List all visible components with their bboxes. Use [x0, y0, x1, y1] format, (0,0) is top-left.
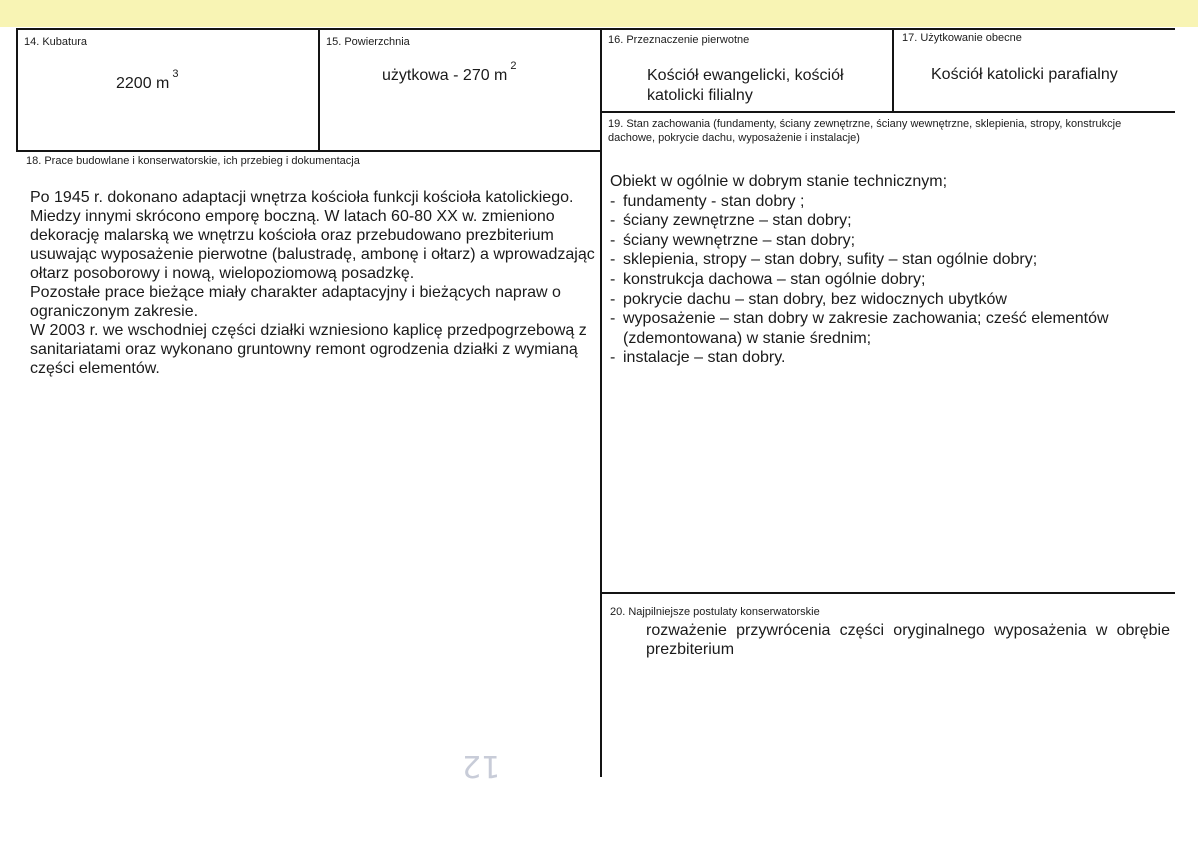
stan-zachowania-body — [610, 172, 1170, 368]
powierzchnia-value — [382, 60, 517, 85]
powierzchnia-label: 15. Powierzchnia — [326, 36, 410, 48]
powierzchnia-number: użytkowa - 270 m — [382, 67, 508, 84]
list-item — [610, 192, 1170, 212]
list-dash: - — [610, 231, 616, 249]
top-yellow-strip — [0, 0, 1198, 27]
postulaty-label: 20. Najpilniejsze postulaty konserwatorskie — [610, 606, 820, 618]
list-item — [610, 270, 1170, 290]
list-item-text: wyposażenie – stan dobry w zakresie zachowania; cześć elementów (zdemontowana) w stanie średnim; — [623, 310, 1109, 347]
list-dash: - — [610, 212, 616, 230]
list-dash: - — [610, 290, 616, 308]
grid-line-under-14-15 — [17, 150, 602, 152]
kubatura-label: 14. Kubatura — [24, 36, 87, 48]
list-item-text: sklepienia, stropy – stan dobry, sufity – stan ogólnie dobry; — [623, 251, 1038, 269]
grid-line-left — [16, 28, 18, 152]
postulaty-body: rozważenie przywrócenia części oryginalnego wyposażenia w obrębie prezbiterium — [646, 622, 1170, 658]
prace-paragraph-2: Pozostałe prace bieżące miały charakter adaptacyjny i bieżących napraw o ograniczonym zakresie. — [30, 284, 561, 320]
stan-intro: Obiekt w ogólnie w dobrym stanie technicznym; — [610, 173, 948, 190]
list-item-text: konstrukcja dachowa – stan ogólnie dobry; — [623, 270, 926, 288]
list-dash: - — [610, 270, 616, 288]
list-item-text: pokrycie dachu – stan dobry, bez widocznych ubytków — [623, 290, 1007, 308]
przeznaczenie-line-2: katolicki filialny — [647, 87, 753, 104]
prace-paragraph-3: W 2003 r. we wschodniej części działki wzniesiono kaplicę przedpogrzebową z sanitariatami oraz wykonano gruntowny remont ogrodzenia działki z wymianą części elementów. — [30, 322, 587, 377]
stan-zachowania-label: 19. Stan zachowania (fundamenty, ściany zewnętrzne, ściany wewnętrzne, sklepienia, stropy, konstrukcje dachowe, pokrycie dachu, wyposażenie i instalacje) — [608, 118, 1122, 144]
list-item-text: ściany wewnętrzne – stan dobry; — [623, 231, 856, 249]
kubatura-value — [116, 68, 179, 93]
list-item-text: fundamenty - stan dobry ; — [623, 192, 805, 210]
przeznaczenie-label: 16. Przeznaczenie pierwotne — [608, 34, 750, 46]
powierzchnia-superscript: 2 — [510, 60, 517, 72]
prace-budowlane-label: 18. Prace budowlane i konserwatorskie, ich przebieg i dokumentacja — [26, 155, 360, 167]
grid-line-14-15 — [318, 28, 320, 152]
pencil-page-number: 12 — [462, 748, 501, 783]
list-item — [610, 348, 1170, 368]
list-item — [610, 231, 1170, 251]
list-item — [610, 290, 1170, 310]
stan-list — [610, 192, 1170, 368]
kubatura-number: 2200 m — [116, 75, 170, 92]
list-dash: - — [610, 349, 616, 367]
grid-line-top — [17, 28, 1175, 30]
list-dash: - — [610, 192, 616, 210]
list-item-text: instalacje – stan dobry. — [623, 349, 786, 367]
grid-line-above-20 — [601, 592, 1175, 594]
uzytkowanie-value: Kościół katolicki parafialny — [931, 66, 1118, 83]
prace-budowlane-body — [30, 188, 595, 378]
list-item — [610, 250, 1170, 270]
list-item — [610, 211, 1170, 231]
prace-paragraph-1: Po 1945 r. dokonano adaptacji wnętrza kościoła funkcji kościoła katolickiego. Miedzy innymi skrócono emporę boczną. W latach 60-80 XX w. zmieniono dekorację malarską we wnętrzu kościoła oraz przebudowano prezbiterium usuwając wyposażenie pierwotne (balustradę, ambonę i ołtarz) a wprowadzając ołtarz posoborowy i nową, wielopoziomową posadzkę. — [30, 189, 595, 282]
uzytkowanie-label: 17. Użytkowanie obecne — [902, 32, 1022, 44]
grid-line-under-16-17 — [601, 111, 1175, 113]
kubatura-superscript: 3 — [172, 68, 179, 80]
grid-line-center — [600, 28, 602, 777]
list-item-text: ściany zewnętrzne – stan dobry; — [623, 212, 852, 230]
przeznaczenie-line-1: Kościół ewangelicki, kościół — [647, 67, 844, 84]
list-dash: - — [610, 310, 616, 328]
grid-line-16-17 — [892, 28, 894, 113]
list-dash: - — [610, 251, 616, 269]
list-item — [610, 309, 1170, 348]
